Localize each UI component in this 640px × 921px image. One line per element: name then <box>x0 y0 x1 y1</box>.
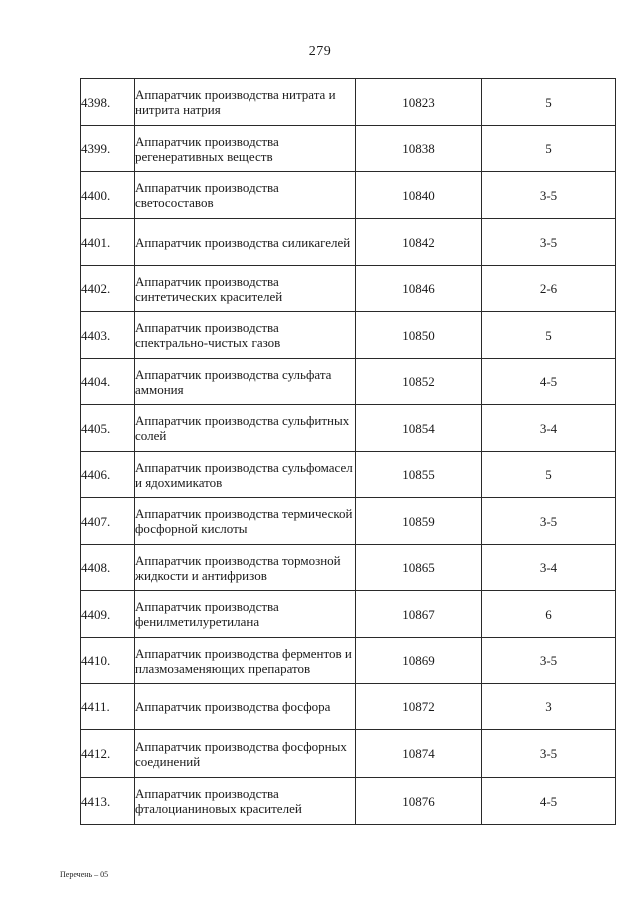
profession-name: Аппаратчик производства фталоцианиновых красителей <box>135 778 356 825</box>
table-row <box>81 219 616 266</box>
table-row <box>81 359 616 405</box>
profession-code: 10876 <box>356 778 482 825</box>
table-body <box>81 79 616 825</box>
table-row <box>81 312 616 359</box>
row-number: 4411. <box>81 684 135 730</box>
table-row <box>81 452 616 498</box>
profession-name: Аппаратчик производства нитрата и нитрита натрия <box>135 79 356 126</box>
profession-name: Аппаратчик производства регенеративных веществ <box>135 126 356 172</box>
table-row <box>81 126 616 172</box>
row-number: 4403. <box>81 312 135 359</box>
profession-code: 10855 <box>356 452 482 498</box>
qualification-grade: 5 <box>482 312 616 359</box>
profession-code: 10874 <box>356 730 482 778</box>
row-number: 4400. <box>81 172 135 219</box>
profession-code: 10850 <box>356 312 482 359</box>
table-row <box>81 172 616 219</box>
row-number: 4410. <box>81 638 135 684</box>
table-row <box>81 266 616 312</box>
table-row <box>81 638 616 684</box>
profession-name: Аппаратчик производства спектрально-чистых газов <box>135 312 356 359</box>
row-number: 4407. <box>81 498 135 545</box>
qualification-grade: 3-5 <box>482 498 616 545</box>
profession-name: Аппаратчик производства синтетических красителей <box>135 266 356 312</box>
profession-code: 10842 <box>356 219 482 266</box>
row-number: 4406. <box>81 452 135 498</box>
profession-name: Аппаратчик производства фосфорных соединений <box>135 730 356 778</box>
profession-name: Аппаратчик производства силикагелей <box>135 219 356 266</box>
row-number: 4409. <box>81 591 135 638</box>
qualification-grade: 6 <box>482 591 616 638</box>
row-number: 4398. <box>81 79 135 126</box>
qualification-grade: 5 <box>482 126 616 172</box>
profession-name: Аппаратчик производства сульфомасел и ядохимикатов <box>135 452 356 498</box>
table-row <box>81 545 616 591</box>
table-row <box>81 498 616 545</box>
qualification-grade: 3-4 <box>482 405 616 452</box>
profession-code: 10865 <box>356 545 482 591</box>
profession-name: Аппаратчик производства светосоставов <box>135 172 356 219</box>
qualification-grade: 2-6 <box>482 266 616 312</box>
qualification-grade: 3 <box>482 684 616 730</box>
qualification-grade: 3-5 <box>482 172 616 219</box>
row-number: 4413. <box>81 778 135 825</box>
profession-code: 10854 <box>356 405 482 452</box>
profession-code: 10852 <box>356 359 482 405</box>
table-row <box>81 684 616 730</box>
row-number: 4405. <box>81 405 135 452</box>
profession-name: Аппаратчик производства термической фосфорной кислоты <box>135 498 356 545</box>
profession-code: 10838 <box>356 126 482 172</box>
document-footer: Перечень – 05 <box>60 870 109 879</box>
profession-code: 10867 <box>356 591 482 638</box>
table-row <box>81 778 616 825</box>
qualification-grade: 5 <box>482 79 616 126</box>
profession-name: Аппаратчик производства сульфата аммония <box>135 359 356 405</box>
page-number: 279 <box>308 44 332 59</box>
profession-name: Аппаратчик производства ферментов и плазмозаменяющих препаратов <box>135 638 356 684</box>
row-number: 4412. <box>81 730 135 778</box>
table-row <box>81 79 616 126</box>
table-row <box>81 405 616 452</box>
row-number: 4402. <box>81 266 135 312</box>
profession-code: 10872 <box>356 684 482 730</box>
row-number: 4404. <box>81 359 135 405</box>
table-row <box>81 591 616 638</box>
profession-code: 10869 <box>356 638 482 684</box>
profession-name: Аппаратчик производства фосфора <box>135 684 356 730</box>
profession-code: 10846 <box>356 266 482 312</box>
row-number: 4399. <box>81 126 135 172</box>
qualification-grade: 4-5 <box>482 359 616 405</box>
profession-name: Аппаратчик производства фенилметилуретилана <box>135 591 356 638</box>
profession-code: 10840 <box>356 172 482 219</box>
profession-code: 10823 <box>356 79 482 126</box>
qualification-grade: 3-5 <box>482 219 616 266</box>
profession-table <box>80 78 616 825</box>
profession-name: Аппаратчик производства сульфитных солей <box>135 405 356 452</box>
row-number: 4401. <box>81 219 135 266</box>
qualification-grade: 3-5 <box>482 730 616 778</box>
table-row <box>81 730 616 778</box>
qualification-grade: 5 <box>482 452 616 498</box>
row-number: 4408. <box>81 545 135 591</box>
profession-code: 10859 <box>356 498 482 545</box>
qualification-grade: 3-5 <box>482 638 616 684</box>
profession-name: Аппаратчик производства тормозной жидкости и антифризов <box>135 545 356 591</box>
qualification-grade: 4-5 <box>482 778 616 825</box>
qualification-grade: 3-4 <box>482 545 616 591</box>
